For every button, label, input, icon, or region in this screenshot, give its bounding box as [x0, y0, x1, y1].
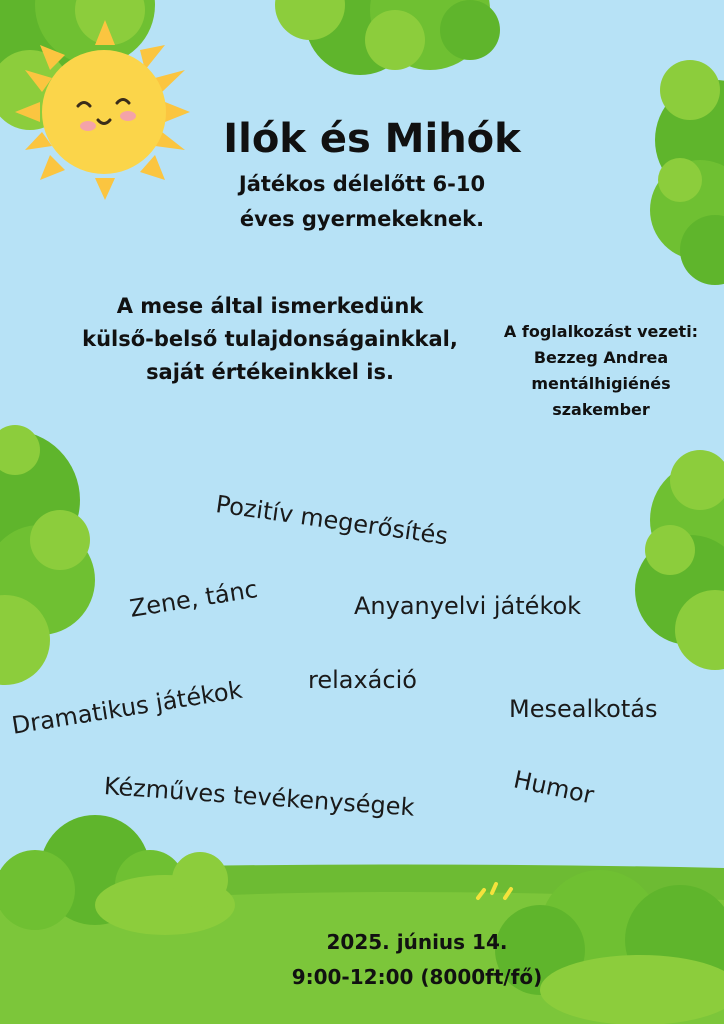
bush-icon [0, 425, 95, 685]
description-line: saját értékeinkkel is. [146, 360, 394, 384]
leader-line: Bezzeg Andrea [533, 348, 669, 367]
activity-label: Mesealkotás [509, 695, 658, 723]
poster-title: Ilók és Mihók [223, 116, 521, 162]
event-time-price: 9:00-12:00 (8000ft/fő) [291, 965, 543, 989]
activity-label: Kézműves tevékenységek [103, 772, 416, 822]
bush-icon [0, 815, 235, 935]
description-line: A mese által ismerkedünk [116, 294, 424, 318]
description-line: külső-belső tulajdonságainkkal, [82, 327, 458, 351]
activity-label: Humor [511, 765, 597, 810]
leader-line: mentálhigiénés [531, 374, 671, 393]
subtitle-line-2: éves gyermekeknek. [239, 207, 485, 231]
activity-label: Zene, tánc [127, 574, 260, 623]
bush-icon [635, 450, 724, 670]
activity-label: Dramatikus játékok [9, 675, 245, 740]
bush-icon [275, 0, 500, 75]
activity-label: Pozitív megerősítés [214, 490, 450, 551]
activity-label: relaxáció [308, 666, 417, 694]
activity-label: Anyanyelvi játékok [354, 592, 582, 620]
leader-line: A foglalkozást vezeti: [503, 322, 699, 341]
event-date: 2025. június 14. [326, 930, 508, 954]
leader-line: szakember [552, 400, 650, 419]
subtitle-line-1: Játékos délelőtt 6-10 [238, 172, 486, 196]
